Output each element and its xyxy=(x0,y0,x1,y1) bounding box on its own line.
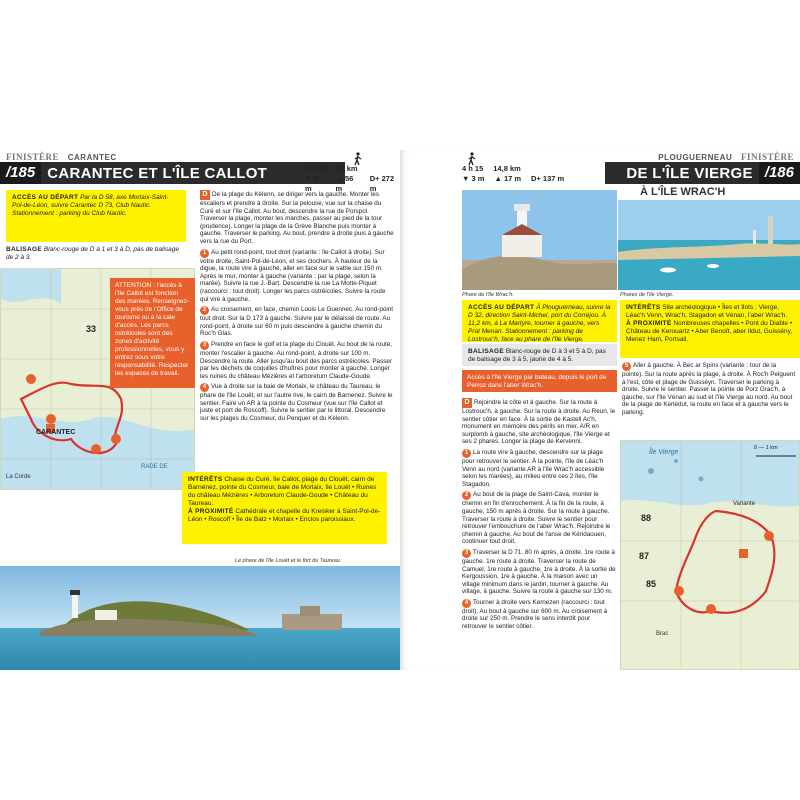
text-col-185: D De la plage du Kélenn, se diriger vers la gauche. Monter les escaliers et prendre à droite. Sur la pelouse, vue sur la chaise du Curé et sur l'île Callot. Au bout, descendre la rue de Porspol. Traverser la plage, monter les marches, passer au pied de la tour (prudence). Longer la plage de la Grève Blanche puis monter à gauche. Traverser le parking. Au bout, prendre à droite puis à gauche vers la rue du Port. 1 Au petit rond-point, tout droit (variante : île Callot à droite). Sur votre droite, Saint-Pol-de-Léon, et ses clochers. À hauteur de la digue, la route vire à gauche, aller en face sur le sable sur 150 m. Après le mur, monter à gauche (variante : par la plage, selon la marée). Suivre la rue J.-Bart. Descendre la rue La Motte-Piquet (raccourci : tout droit). Longer les parcs ostréicoles. Suivre la route qui vire à gauche. 2 Au croisement, en face, chemin Louis Le Guennec. Au rond-point tout droit. Sur la D 173 à gauche. Suivre par le délaissé de route. Au rond-point, à droite sur 60 m puis descendre à gauche chemin du Roc'h Glas. 3 Prendre en face le golf et la plage du Clouët. Au bout de la route, monter l'escalier à gauche. Au rond-point, à droite sur 100 m. Descendre la route. Aller jusqu'au bout des parcs ostréicoles. Passer par les déchets de coquilles d'huîtres pour monter à gauche. Longer les ruines du château Mézières et l'arboretum Claude-Goude. 4 Vue à droite sur la baie de Morlaix, le château du Taureau, le phare de l'île Louët, et sur l'autre rive, le cairn de Barnenez. Suivre le sentier. Faire un AR à la pointe du Cosmeur (vue sur l'île Callot et juste et port de Roscoff). Suivre le sentier par le littoral. Descendre sur les plages du Cosmeur, du Penquer et du Kélenn. xyxy=(200,191,394,423)
map-label-corde: La Corde xyxy=(6,474,31,480)
walk-title-186: DE L'ÎLE VIERGE xyxy=(626,164,753,182)
walk-number-186: /186 xyxy=(759,162,800,184)
boat-access-box: Accès à l'île Vierge par bateau, depuis le port de Perroz dans l'aber Wrac'h. xyxy=(462,370,617,392)
text-col-186-right: 5 Aller à gauche. À Bec ar Spins (variante : tour de la pointe). Sur la route après la plage, à droite. À Roc'h Pelguent à l'est, côte et plage de Guisséyn. Traverser le parking à droite. Suivre le sentier. Passer la pointe de Porz Grac'h, à gauche, sur l'île Vénan au sud et l'île Vierge au nord. Au bout de la plage de Kerlédut, la route en face et à gauche vers le parking. xyxy=(622,362,796,416)
map-label-brac: Brac xyxy=(656,631,669,637)
map-label-variante: Variante xyxy=(733,501,755,507)
title-bar-186 xyxy=(605,162,800,184)
caption-vierge: Phares de l'île Vierge. xyxy=(620,292,674,298)
photo-lighthouse-fort xyxy=(0,566,400,670)
map-label-scale: 0 — 1 km xyxy=(754,445,778,451)
photo-drawing xyxy=(0,566,400,670)
map-label-88: 88 xyxy=(641,513,652,523)
photo-ile-vierge xyxy=(618,200,800,290)
interests-box-185: INTÉRÊTS Chaise du Curé, île Callot, plage du Clouët, cairn de Barnénez, pointe du Cosmeur, baie de Morlaix, île Louët • Ruines du château Mézières • Arboretum Claude-Goude • Château du Taureau. À PROXIMITÉ Cathédrale et chapelle du Kreisker à Saint-Pol-de-Léon • Roscoff • Île de Batz • Morlaix • Enclos paroissiaux. xyxy=(182,472,387,544)
text-col-186-left: D Rejoindre la côte et à gauche. Sur la route à Lostrouc'h, à gauche. Sur la route à droite. Au Reun, le sentier côtier en face. À la sortie de Kastell Ac'h, monument en mémoire des périls en mer. A/R en surplomb à gauche, site archéologique, l'île Vierge et ses 2 phares. Longer la plage de Kervenni. 1 La route vire à gauche, descendre sur la plage pour retrouver le sentier. À la pointe, l'île de Léac'h Venn au nord (variante AR à l'île Wrac'h accessible selon les marées), au milieu entre ces 2 îles, l'île Stagadon. 2 Au bout de la plage de Saint-Cava, monter le chemin en fin d'enrochement. À la fin de la route, à gauche, 150 m après à droite. Sur la route à gauche. Traverser la route à droite. Suivre le sentier pour retrouver l'embouchure de l'aber Wrac'h. Rejoindre le chemin à gauche. Au bout de l'anse de Kéridaouen, continuer tout droit. 3 Traverser la D 71. 80 m après, à droite. 1re route à gauche. 1re route à droite. Traverser la route de Camuel, 1re route à gauche, 1re à droite. À la sortie de Kergoussion, 1re à gauche. À la maison avec un village minimum dans le jardin, tourner à gauche. Au village, à gauche. Suivre la route à gauche sur 130 m. 4 Tourner à droite vers Kernezen (raccourci : tout droit). Au bout à gauche sur 600 m. Au croisement à droite sur 250 m. Prendre le sens interdit pour retrouver le sentier côtier. xyxy=(462,399,616,631)
access-box-186: ACCÈS AU DÉPART À Plouguerneau, suivre la D 32, direction Saint-Michel, port du Corréjou. À 11,2 km, à La Martyre, tourner à gauche, vers Prat Menan. Stationnement : parking de Lostrouc'h, face au phare de l'île Vierge. xyxy=(462,300,617,342)
stats-185: 3 h 45 12 km ▼ 3 m ▲ 56 m D+ 272 m xyxy=(305,164,395,193)
balisage-box-186: BALISAGE Blanc-rouge de D à 3 et 5 à D, pas de balisage de 3 à 5, jaune de 4 à 5. xyxy=(462,344,617,366)
map-186[interactable] xyxy=(620,440,800,670)
photo-caption-185: Le phare de l'île Louët et le fort du Taureau. xyxy=(235,558,342,564)
running-head-left: FINISTÈRE CARANTEC xyxy=(6,152,117,162)
walk-subtitle-186: À L'ÎLE WRAC'H xyxy=(640,186,726,198)
balisage-185: BALISAGE Blanc-rouge de D à 1 et 3 à D, pas de balisage de 2 à 3. xyxy=(6,246,179,261)
page-186 xyxy=(400,150,800,670)
map-label-rade: RADE DE xyxy=(141,464,168,470)
photo-phare-wrach xyxy=(462,190,617,290)
walk-title: CARANTEC ET L'ÎLE CALLOT xyxy=(47,164,268,182)
attention-box: ATTENTION : l'accès à l'île Callot est fonction des marées. Renseignez-vous près de l'Office de tourisme ou à la cale d'accès. Les parcs ostréicoles sont des zones d'activité professionnelles, vous y entrez sous votre responsabilité. Respecter les espaces de travail. xyxy=(110,278,195,388)
photo-wrach-drawing xyxy=(462,190,617,290)
map-label-town: CARANTEC xyxy=(36,429,76,436)
running-head-right: PLOUGUERNEAU FINISTÈRE xyxy=(658,152,794,162)
title-bar-185 xyxy=(0,162,345,184)
map-label-87: 87 xyxy=(639,551,650,561)
access-box-185: ACCÈS AU DÉPART Par la D 58, axe Morlaix-Saint-Pol-de-Léon, suivre Carantec D 73, Club Nautic. Stationnement : parking du Club Nautic. xyxy=(6,190,186,242)
photo-vierge-drawing xyxy=(618,200,800,290)
interests-box-186: INTÉRÊTS Site archéologique • Îles et îlots : Vierge, Léac'h Venn, Wrac'h, Stagadon et Vénan, l'aber Wrac'h. À PROXIMITÉ Nombreuses chapelles • Pont du Diable • Château de Kerouartz • Aber Benoît, aber Ildut, Guissény, Menez Ham, Portsall. xyxy=(620,300,800,358)
caption-wrach: Phare de l'île Wrac'h. xyxy=(462,292,514,298)
walk-number: /185 xyxy=(0,162,41,184)
page-185 xyxy=(0,150,400,670)
map-label-33: 33 xyxy=(86,324,97,334)
stats-186: 4 h 15 14,8 km ▼ 3 m ▲ 17 m D+ 137 m xyxy=(462,164,565,183)
map-label-ile: Île Vierge xyxy=(649,449,679,456)
map-label-85: 85 xyxy=(646,579,657,589)
